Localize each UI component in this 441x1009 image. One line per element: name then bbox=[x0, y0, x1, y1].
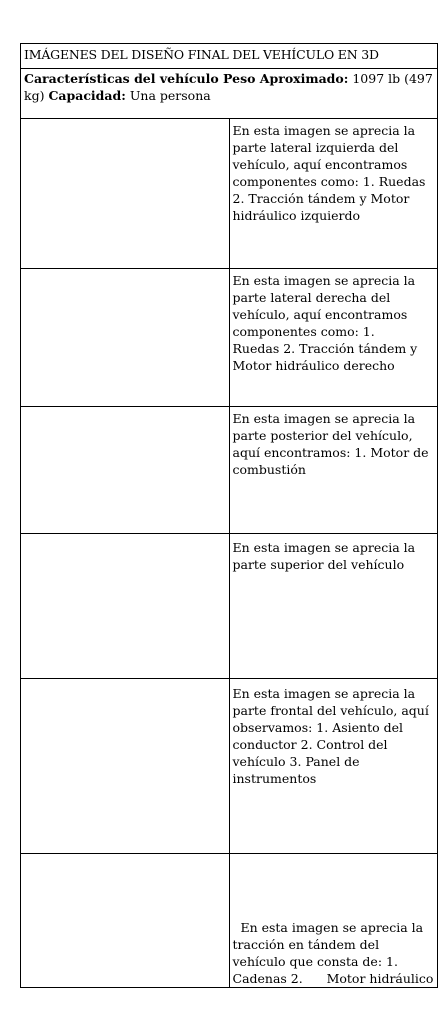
table-row bbox=[21, 534, 438, 679]
description-tandem: En esta imagen se aprecia la tracción en tándem del vehículo que consta de: 1. Cadenas 2. Motor hidráulico bbox=[229, 854, 438, 988]
specs-label-capacity: Capacidad: bbox=[48, 88, 126, 103]
vehicle-specs bbox=[21, 69, 438, 119]
table-row bbox=[21, 679, 438, 854]
table-row bbox=[21, 119, 438, 269]
image-cell-rear bbox=[21, 407, 230, 534]
table-row bbox=[21, 407, 438, 534]
description-front: En esta imagen se aprecia la parte frontal del vehículo, aquí observamos: 1. Asiento del conductor 2. Control del vehículo 3. Panel de instrumentos bbox=[229, 679, 438, 854]
specs-value-capacity: Una persona bbox=[125, 88, 211, 103]
image-cell-tandem bbox=[21, 854, 230, 988]
table-row bbox=[21, 269, 438, 407]
specs-label-weight: Características del vehículo Peso Aproximado: bbox=[24, 71, 349, 86]
table-title: IMÁGENES DEL DISEÑO FINAL DEL VEHÍCULO EN 3D bbox=[21, 44, 438, 69]
image-cell-right-side bbox=[21, 269, 230, 407]
image-cell-left-side bbox=[21, 119, 230, 269]
specs-value-weight: 1097 lb (497 kg) bbox=[24, 71, 433, 103]
image-cell-top bbox=[21, 534, 230, 679]
description-right-side: En esta imagen se aprecia la parte lateral derecha del vehículo, aquí encontramos componentes como: 1. Ruedas 2. Tracción tándem y Motor hidráulico derecho bbox=[229, 269, 438, 407]
table-row bbox=[21, 854, 438, 988]
description-top: En esta imagen se aprecia la parte superior del vehículo bbox=[229, 534, 438, 679]
vehicle-images-table bbox=[20, 43, 438, 988]
image-cell-front bbox=[21, 679, 230, 854]
description-rear: En esta imagen se aprecia la parte posterior del vehículo, aquí encontramos: 1. Motor de combustión bbox=[229, 407, 438, 534]
description-left-side: En esta imagen se aprecia la parte lateral izquierda del vehículo, aquí encontramos componentes como: 1. Ruedas 2. Tracción tándem y Motor hidráulico izquierdo bbox=[229, 119, 438, 269]
